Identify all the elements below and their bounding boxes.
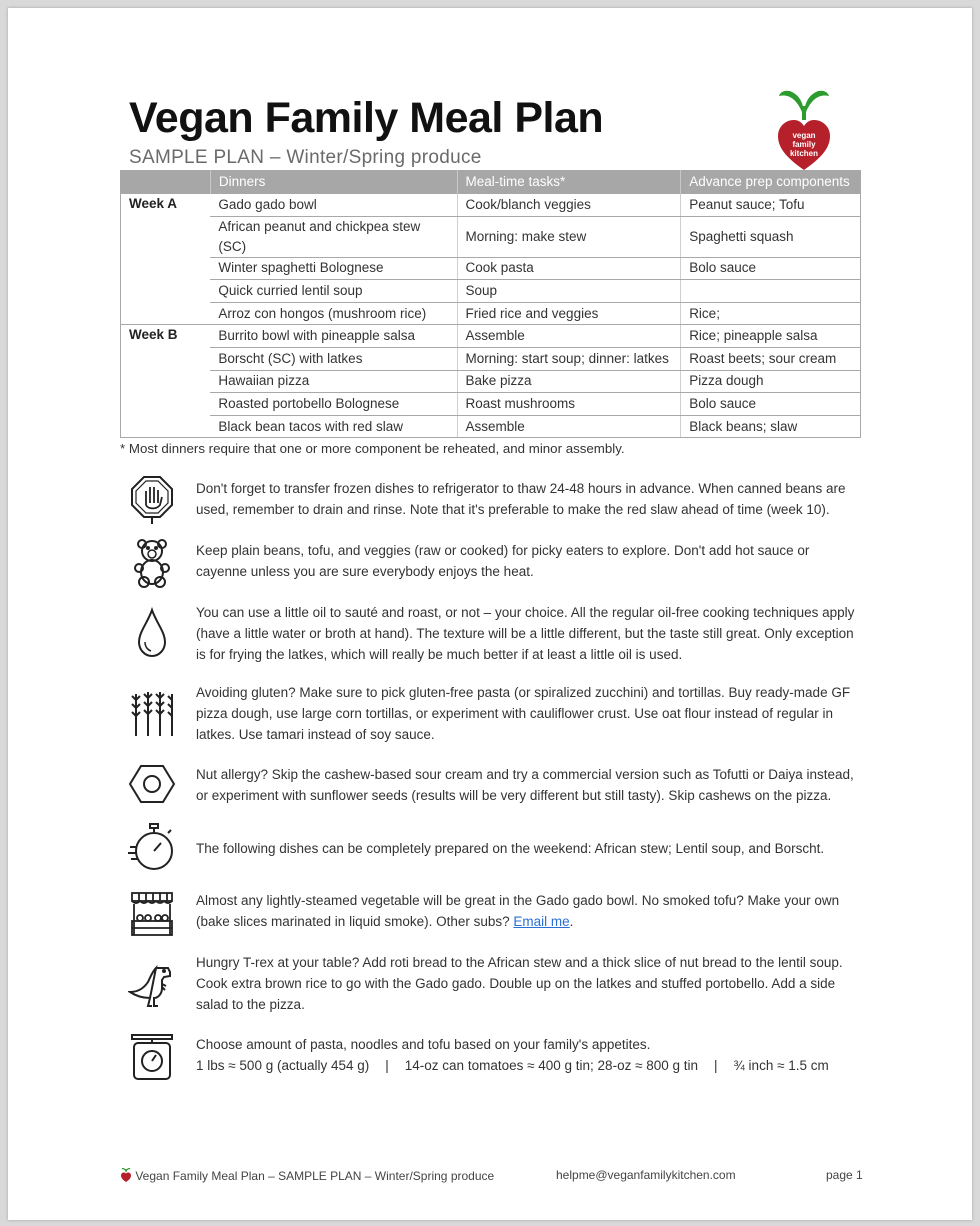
page-subtitle: SAMPLE PLAN – Winter/Spring produce [129,147,482,168]
prep-cell: Roast beets; sour cream [681,347,861,370]
dinner-cell: Hawaiian pizza [210,370,457,393]
t-rex-icon [128,960,176,1012]
dinner-cell: Burrito bowl with pineapple salsa [210,325,457,348]
prep-cell: Bolo sauce [681,257,861,280]
kitchen-scale-icon [128,1031,176,1083]
prep-cell: Bolo sauce [681,393,861,416]
logo-word-1: vegan [792,131,816,140]
week-label: Week A [121,194,211,325]
task-cell: Assemble [457,415,681,438]
dinner-cell: Black bean tacos with red slaw [210,415,457,438]
header-dinners: Dinners [210,170,457,194]
prep-cell: Pizza dough [681,370,861,393]
prep-cell: Black beans; slaw [681,415,861,438]
meal-plan-table [120,170,861,438]
table-header-row [121,170,861,194]
prep-cell [681,280,861,303]
tip-text: You can use a little oil to sauté and roast, or not – your choice. All the regular oil-free cooking techniques apply (have a little water or broth at hand). The texture will be a little different, but the taste still great. Only exception is for frying the latkes, which will really be much better if at least a little oil is used. [196,605,855,662]
teddy-bear-icon [128,536,176,588]
week-label: Week B [121,325,211,438]
header-prep: Advance prep components [681,170,861,194]
stop-hand-icon [128,473,176,525]
task-cell: Cook pasta [457,257,681,280]
vegan-family-kitchen-logo [770,86,838,170]
task-cell: Cook/blanch veggies [457,194,681,216]
tip-text: Nut allergy? Skip the cashew-based sour cream and try a commercial version such as Tofutti or Daiya instead, or experiment with sunflower seeds (results will be very different but still tasty). Skip cashews on the pizza. [196,767,854,803]
logo-word-2: family [792,140,816,149]
table-row [121,194,861,216]
dinner-cell: Roasted portobello Bolognese [210,393,457,416]
header-tasks: Meal-time tasks* [457,170,681,194]
email-me-link[interactable]: Email me [513,914,570,929]
footer-page-number: page 1 [826,1168,863,1182]
table-row [121,370,861,393]
dinner-cell: Quick curried lentil soup [210,280,457,303]
prep-cell: Rice; pineapple salsa [681,325,861,348]
conversion-line [196,1055,856,1076]
prep-cell: Peanut sauce; Tofu [681,194,861,216]
tip-text: Avoiding gluten? Make sure to pick gluten-free pasta (or spiralized zucchini) and tortillas. Buy ready-made GF pizza dough, use large corn tortillas, or experiment with cauliflower crust. Use oat flour instead of regular in latkes. Use tamari instead of soy sauce. [196,685,851,742]
table-footnote: * Most dinners require that one or more component be reheated, and minor assembly. [120,441,625,456]
document-page [8,8,972,1220]
table-row [121,257,861,280]
hex-nut-icon [128,758,176,810]
task-cell: Morning: make stew [457,216,681,257]
task-cell: Fried rice and veggies [457,302,681,325]
dinner-cell: Borscht (SC) with latkes [210,347,457,370]
stopwatch-icon [128,821,176,873]
tip-text-with-link [196,890,856,932]
table-row [121,302,861,325]
task-cell: Roast mushrooms [457,393,681,416]
table-row [121,325,861,348]
tip-text: The following dishes can be completely prepared on the weekend: African stew; Lentil soup, and Borscht. [196,841,825,856]
table-row [121,216,861,257]
footer-email: helpme@veganfamilykitchen.com [556,1168,736,1182]
dinner-cell: Arroz con hongos (mushroom rice) [210,302,457,325]
header-week [121,170,211,194]
footer-title-text: Vegan Family Meal Plan – SAMPLE PLAN – Winter/Spring produce [135,1169,495,1183]
tip-text-end: . [569,914,574,929]
task-cell: Soup [457,280,681,303]
dinner-cell: Winter spaghetti Bolognese [210,257,457,280]
tip-text: Almost any lightly-steamed vegetable will be great in the Gado gado bowl. No smoked tofu? Make your own (bake slices marinated in liquid smoke). Other subs? [196,893,840,929]
prep-cell: Rice; [681,302,861,325]
market-stall-icon [128,887,176,939]
dinner-cell: Gado gado bowl [210,194,457,216]
separator: | [714,1058,718,1073]
tip-text: Keep plain beans, tofu, and veggies (raw or cooked) for picky eaters to explore. Don't add hot sauce or cayenne unless you are sure everybody enjoys the heat. [196,543,810,579]
wheat-icon [128,686,176,738]
task-cell: Assemble [457,325,681,348]
prep-cell: Spaghetti squash [681,216,861,257]
logo-word-3: kitchen [789,149,819,158]
separator: | [385,1058,389,1073]
tip-text: Don't forget to transfer frozen dishes to refrigerator to thaw 24-48 hours in advance. When canned beans are used, remember to drain and rinse. Note that it's preferable to make the red slaw ahead of time (week 10). [196,481,846,517]
table-row [121,415,861,438]
dinner-cell: African peanut and chickpea stew (SC) [210,216,457,257]
table-row [121,393,861,416]
conversion-lbs: 1 lbs ≈ 500 g (actually 454 g) [196,1058,370,1073]
task-cell: Morning: start soup; dinner: latkes [457,347,681,370]
tip-text: Hungry T-rex at your table? Add roti bread to the African stew and a thick slice of nut bread to the lentil soup. Cook extra brown rice to go with the Gado gado. Double up on the latkes and stuffed portobello. Add a side salad to the pizza. [196,955,843,1012]
conversion-cans: 14-oz can tomatoes ≈ 400 g tin; 28-oz ≈ 800 g tin [404,1058,699,1073]
table-row [121,347,861,370]
table-row [121,280,861,303]
oil-drop-icon [128,606,176,658]
conversion-inch: ¾ inch ≈ 1.5 cm [733,1058,829,1073]
page-title: Vegan Family Meal Plan [129,94,604,142]
heart-logo-icon [120,1168,132,1182]
task-cell: Bake pizza [457,370,681,393]
tip-scale [196,1034,856,1076]
tip-text: Choose amount of pasta, noodles and tofu based on your family's appetites. [196,1037,651,1052]
footer-title [120,1168,494,1183]
